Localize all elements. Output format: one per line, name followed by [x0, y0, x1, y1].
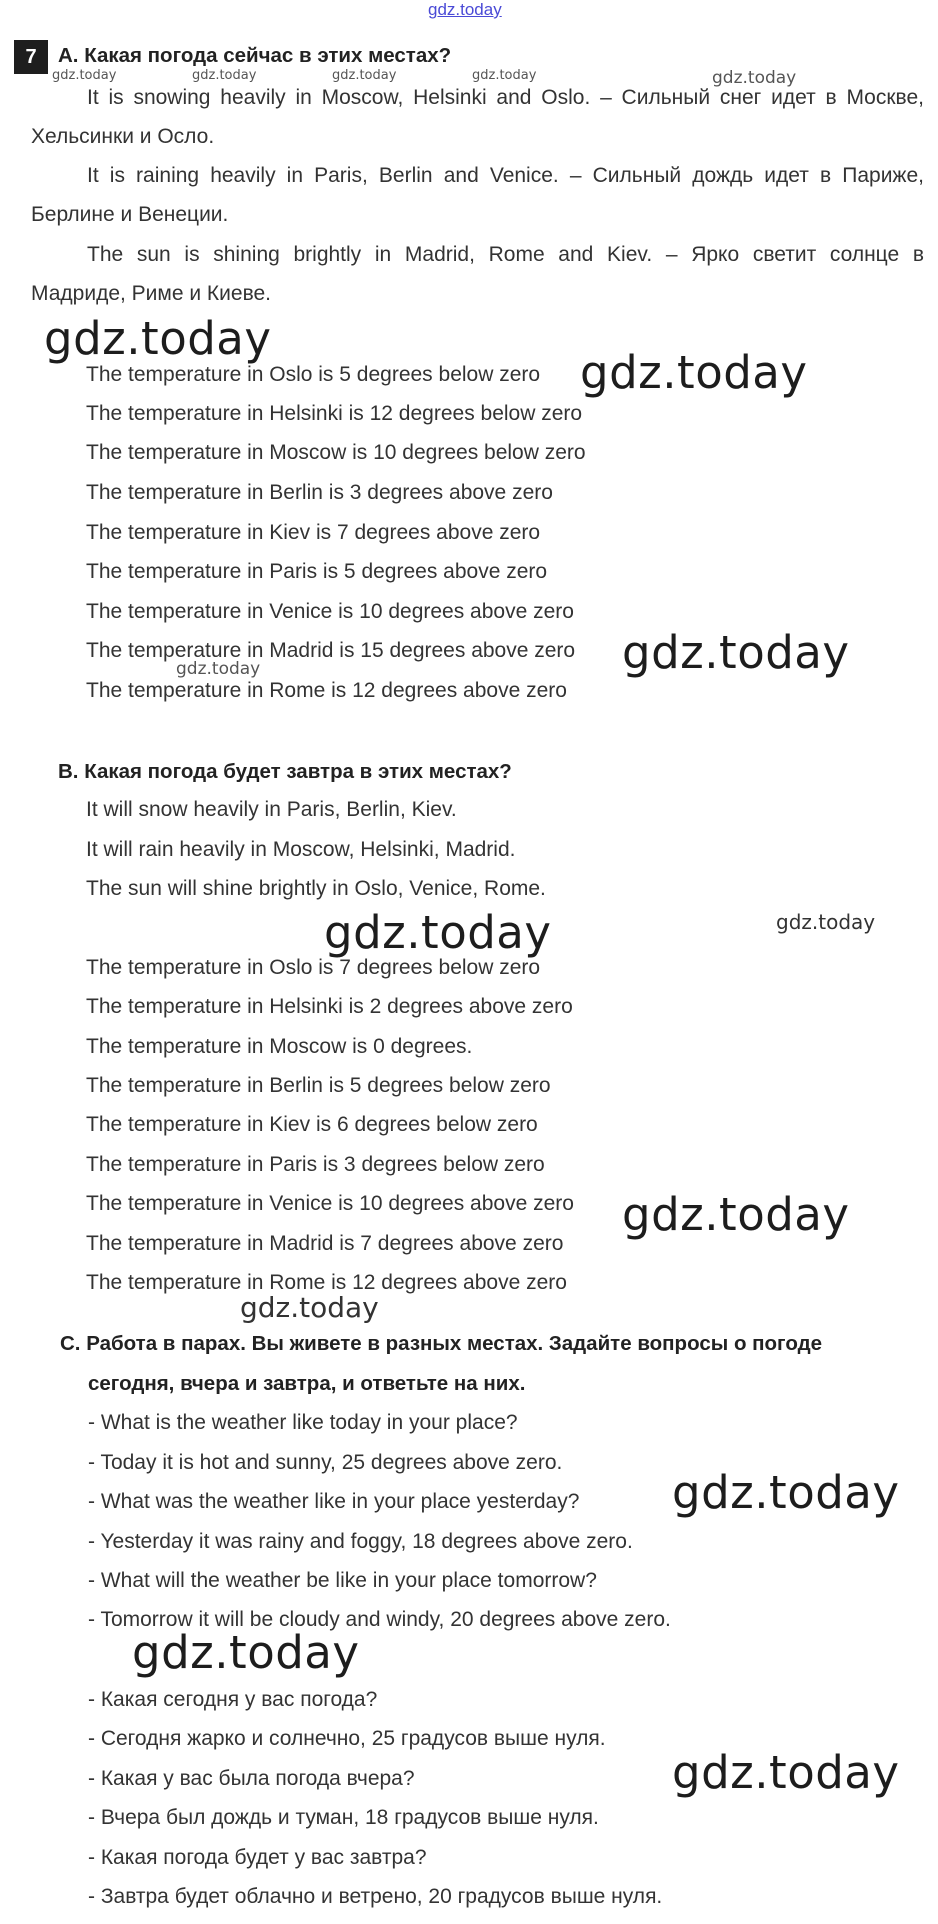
temperature-line: The temperature in Paris is 3 degrees below zero: [86, 1153, 545, 1176]
dialogue-line: - Какая сегодня у вас погода?: [88, 1688, 378, 1711]
temperature-line: The temperature in Helsinki is 12 degrees below zero: [86, 402, 583, 425]
watermark: gdz.today: [712, 68, 797, 88]
section-a-heading: A. Какая погода сейчас в этих местах?: [58, 44, 452, 67]
watermark: gdz.today: [52, 68, 117, 83]
dialogue-line: - What was the weather like in your place yesterday?: [88, 1490, 580, 1513]
temperature-line: The temperature in Moscow is 0 degrees.: [86, 1035, 473, 1058]
paragraph-line: It is raining heavily in Paris, Berlin and Venice. – Сильный дождь идет в Париже,: [87, 164, 924, 187]
paragraph-line: It is snowing heavily in Moscow, Helsinki and Oslo. – Сильный снег идет в Москве,: [87, 86, 924, 109]
temperature-line: The temperature in Berlin is 5 degrees below zero: [86, 1074, 551, 1097]
temperature-line: The temperature in Oslo is 5 degrees below zero: [86, 363, 541, 386]
paragraph-line: Берлине и Венеции.: [31, 203, 229, 226]
temperature-line: The temperature in Helsinki is 2 degrees above zero: [86, 995, 573, 1018]
forecast-line: It will rain heavily in Moscow, Helsinki, Madrid.: [86, 838, 516, 861]
watermark: gdz.today: [324, 906, 552, 959]
forecast-line: It will snow heavily in Paris, Berlin, Kiev.: [86, 798, 457, 821]
site-link[interactable]: gdz.today: [428, 0, 502, 19]
temperature-line: The temperature in Rome is 12 degrees above zero: [86, 1271, 567, 1294]
temperature-line: The temperature in Moscow is 10 degrees below zero: [86, 441, 586, 464]
temperature-line: The temperature in Berlin is 3 degrees above zero: [86, 481, 553, 504]
watermark: gdz.today: [192, 68, 257, 83]
temperature-line: The temperature in Kiev is 6 degrees below zero: [86, 1113, 538, 1136]
section-c-heading: сегодня, вчера и завтра, и ответьте на них.: [88, 1372, 526, 1395]
watermark: gdz.today: [776, 910, 876, 934]
dialogue-line: - Завтра будет облачно и ветрено, 20 градусов выше нуля.: [88, 1885, 663, 1908]
section-c-heading: C. Работа в парах. Вы живете в разных местах. Задайте вопросы о погоде: [60, 1332, 822, 1355]
watermark: gdz.today: [672, 1746, 900, 1799]
paragraph-line: Мадриде, Риме и Киеве.: [31, 282, 272, 305]
temperature-line: The temperature in Rome is 12 degrees above zero: [86, 679, 567, 702]
watermark: gdz.today: [622, 626, 850, 679]
watermark: gdz.today: [672, 1466, 900, 1519]
watermark: gdz.today: [472, 68, 537, 83]
section-b-heading: B. Какая погода будет завтра в этих местах?: [58, 760, 512, 783]
dialogue-line: - What will the weather be like in your place tomorrow?: [88, 1569, 597, 1592]
temperature-line: The temperature in Oslo is 7 degrees below zero: [86, 956, 541, 979]
temperature-line: The temperature in Paris is 5 degrees above zero: [86, 560, 548, 583]
section-a-paragraph: [31, 156, 924, 234]
task-number-badge: 7: [14, 40, 48, 74]
paragraph-line: The sun is shining brightly in Madrid, Rome and Kiev. – Ярко светит солнце в: [87, 243, 924, 266]
dialogue-line: - What is the weather like today in your place?: [88, 1411, 518, 1434]
watermark: gdz.today: [622, 1188, 850, 1241]
section-a-paragraph: [31, 235, 924, 313]
temperature-line: The temperature in Madrid is 7 degrees above zero: [86, 1232, 564, 1255]
temperature-line: The temperature in Madrid is 15 degrees above zero: [86, 639, 576, 662]
temperature-line: The temperature in Venice is 10 degrees above zero: [86, 600, 574, 623]
temperature-line: The temperature in Kiev is 7 degrees above zero: [86, 521, 541, 544]
dialogue-line: - Сегодня жарко и солнечно, 25 градусов выше нуля.: [88, 1727, 606, 1750]
watermark: gdz.today: [580, 346, 808, 399]
watermark: gdz.today: [332, 68, 397, 83]
dialogue-line: - Какая у вас была погода вчера?: [88, 1767, 415, 1790]
dialogue-line: - Tomorrow it will be cloudy and windy, 20 degrees above zero.: [88, 1608, 671, 1631]
paragraph-line: Хельсинки и Осло.: [31, 125, 215, 148]
watermark: gdz.today: [176, 659, 261, 679]
dialogue-line: - Вчера был дождь и туман, 18 градусов выше нуля.: [88, 1806, 599, 1829]
dialogue-line: - Какая погода будет у вас завтра?: [88, 1846, 427, 1869]
forecast-line: The sun will shine brightly in Oslo, Venice, Rome.: [86, 877, 546, 900]
watermark: gdz.today: [240, 1291, 379, 1324]
watermark: gdz.today: [44, 312, 272, 365]
section-a-paragraph: [31, 78, 924, 156]
temperature-line: The temperature in Venice is 10 degrees above zero: [86, 1192, 574, 1215]
watermark: gdz.today: [132, 1626, 360, 1679]
dialogue-line: - Today it is hot and sunny, 25 degrees above zero.: [88, 1451, 563, 1474]
dialogue-line: - Yesterday it was rainy and foggy, 18 degrees above zero.: [88, 1530, 633, 1553]
